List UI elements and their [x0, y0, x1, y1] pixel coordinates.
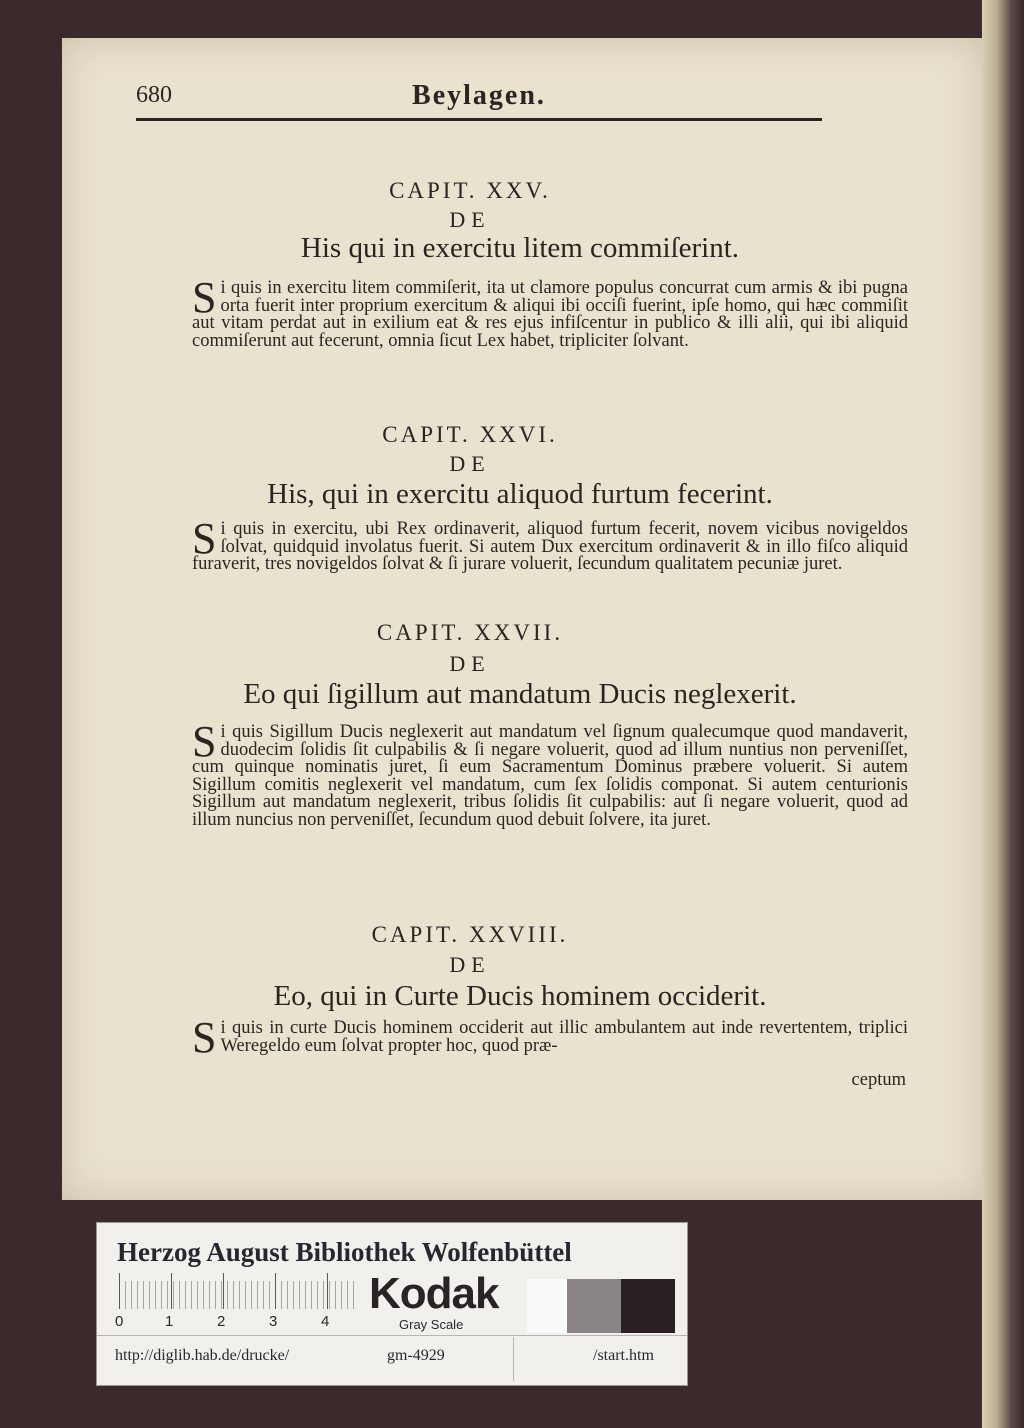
chapter-de: DE	[449, 207, 491, 232]
url-right: /start.htm	[593, 1347, 654, 1364]
gray-scale-label: Gray Scale	[399, 1317, 464, 1332]
ruler-number: 4	[321, 1313, 330, 1330]
ruler-major-ticks	[119, 1273, 359, 1309]
gray-swatch-white	[527, 1279, 567, 1333]
chapter-heading: CAPIT. XXV.	[389, 178, 551, 203]
ruler-number: 1	[165, 1313, 174, 1330]
ruler-number: 2	[217, 1313, 226, 1330]
chapter-de: DE	[449, 451, 491, 476]
kodak-logo: Kodak	[369, 1269, 499, 1318]
chapter-text: Si quis in exercitu litem commiſerit, ita ut clamore populus concurrat cum armis & ibi pugna orta fuerit inter proprium exercitum & aliqui ibi occiſi fuerint, ipſe homo, qui hæc commiſit aut vitam perdat aut in exilium eat & res ejus infiſcentur in publico & illi alii, qui ibi aliquid commiſerunt aut fecerunt, omnia ſicut Lex habet, tripliciter ſolvant.	[192, 273, 908, 351]
url-mid: gm-4929	[387, 1347, 445, 1364]
chapter-heading: CAPIT. XXVIII.	[371, 922, 569, 947]
gray-swatch-mid	[567, 1279, 621, 1333]
running-head: Beylagen.	[412, 80, 546, 111]
chapter-text: Si quis in exercitu, ubi Rex ordinaverit, aliquod furtum fecerit, novem vicibus novigeldos ſolvat, quidquid involatus fuerit. Si autem Dux exercitum ordinaverit & in illo fiſco aliquid furaverit, tres novigeldos ſolvat & ſi jurare voluerit, ſecundum qualitatem pecuniæ juret.	[192, 514, 908, 575]
page-number: 680	[136, 82, 172, 108]
chapter-de: DE	[449, 651, 491, 676]
chapter-heading: CAPIT. XXVII.	[376, 620, 564, 645]
chapter-title: His, qui in exercitu aliquod furtum fecerint.	[267, 478, 773, 510]
chapter-text: Si quis Sigillum Ducis neglexerit aut mandatum vel ſignum qualecumque quod mandaverit, duodecim ſolidis ſit culpabilis & ſi negare voluerit, quod ad illum nuntius non perveniſſet, cum quinque nominatis juret, ſi eum Sacramentum Dominus præbere voluerit. Si autem Sigillum comitis neglexerit vel mandatum, cum ſex ſolidis componat. Si autem centurionis Sigillum aut mandatum neglexerit, tribus ſolidis ſit culpabilis: aut ſi negare voluerit, quod ad illum nuncius non perveniſſet, ſecundum quod debuit ſolvere, ita juret.	[192, 717, 908, 830]
chapter-text: Si quis in curte Ducis hominem occiderit aut illic ambulantem aut inde revertentem, triplici Weregeldo eum ſolvat propter hoc, quod præ-	[192, 1013, 908, 1062]
page-header	[136, 80, 822, 121]
gray-swatch-black	[621, 1279, 675, 1333]
ruler-number: 0	[115, 1313, 124, 1330]
catchword: ceptum	[851, 1070, 906, 1090]
url-left: http://diglib.hab.de/drucke/	[115, 1347, 290, 1364]
book-edge	[982, 0, 1024, 1428]
card-divider	[97, 1335, 687, 1336]
card-vertical-divider	[513, 1337, 514, 1381]
ruler-number: 3	[269, 1313, 278, 1330]
kodak-gray-scale-card	[96, 1222, 688, 1386]
chapter-de: DE	[449, 952, 491, 977]
chapter-title: Eo, qui in Curte Ducis hominem occiderit.	[273, 980, 767, 1012]
chapter-title: Eo qui ſigillum aut mandatum Ducis neglexerit.	[243, 678, 797, 710]
library-name: Herzog August Bibliothek Wolfenbüttel	[117, 1237, 572, 1267]
chapter-title: His qui in exercitu litem commiſerint.	[300, 232, 740, 264]
chapter-heading: CAPIT. XXVI.	[382, 422, 558, 447]
